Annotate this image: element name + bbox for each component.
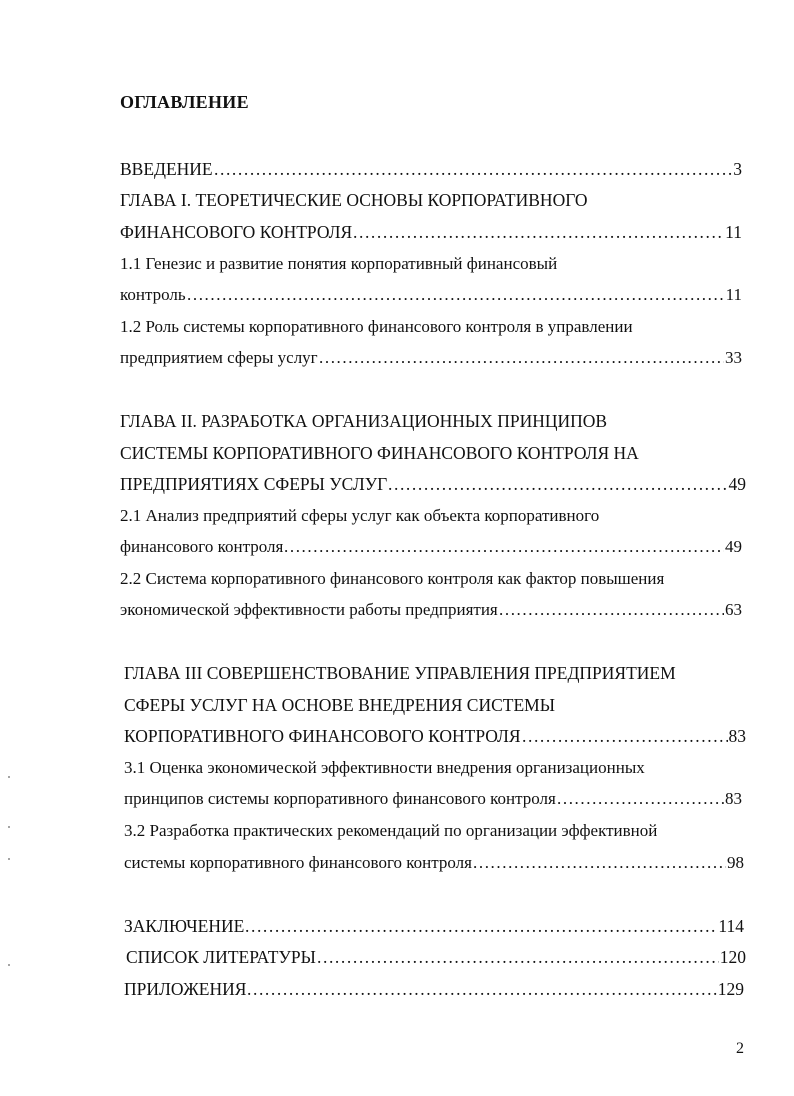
toc-conclusion: [0, 915, 794, 937]
toc-entry-text: финансового контроля: [120, 537, 284, 556]
scan-speck: [8, 826, 10, 828]
dot-leader: [557, 788, 724, 810]
toc-page-number: 129: [717, 979, 744, 999]
toc-entry-text: 1.2 Роль системы корпоративного финансового контроля в управлении: [120, 317, 633, 336]
toc-section-2-1: [0, 536, 794, 558]
page-number: 2: [736, 1040, 744, 1057]
toc-entry-text: ВВЕДЕНИЕ: [120, 159, 213, 179]
toc-references: [0, 946, 794, 968]
toc-entry-text: 2.1 Анализ предприятий сферы услуг как объекта корпоративного: [120, 506, 600, 525]
toc-entry-text: контроль: [120, 285, 186, 304]
dot-leader: [245, 915, 717, 937]
toc-page-number: 33: [725, 348, 742, 367]
toc-section-1-1: [0, 284, 794, 306]
toc-chapter-1: [0, 221, 794, 243]
toc-page-number: 11: [725, 222, 742, 242]
toc-entry-text: ЗАКЛЮЧЕНИЕ: [124, 916, 245, 936]
toc-page-number: 63: [725, 600, 742, 619]
toc-section-1-2: [0, 316, 794, 338]
toc-section-3-1: [0, 788, 794, 810]
toc-section-3-1: [0, 757, 794, 779]
toc-entry-text: СФЕРЫ УСЛУГ НА ОСНОВЕ ВНЕДРЕНИЯ СИСТЕМЫ: [124, 695, 555, 715]
page-title: ОГЛАВЛЕНИЕ: [120, 92, 249, 112]
toc-entry-text: 2.2 Система корпоративного финансового контроля как фактор повышения: [120, 569, 665, 588]
toc-page-number: 83: [728, 726, 746, 746]
toc-section-3-2: [0, 852, 794, 874]
toc-appendix: [0, 978, 794, 1000]
toc-chapter-3: [0, 662, 794, 684]
toc-intro: [0, 158, 794, 180]
toc-entry-text: КОРПОРАТИВНОГО ФИНАНСОВОГО КОНТРОЛЯ: [124, 726, 521, 746]
toc-entry-text: ПРИЛОЖЕНИЯ: [124, 979, 247, 999]
toc-page-number: 98: [727, 853, 744, 872]
toc-chapter-2: [0, 410, 794, 432]
toc-chapter-1: [0, 189, 794, 211]
toc-section-1-2: [0, 347, 794, 369]
toc-chapter-3: [0, 694, 794, 716]
toc-entry-text: ГЛАВА I. ТЕОРЕТИЧЕСКИЕ ОСНОВЫ КОРПОРАТИВНОГО: [120, 190, 588, 210]
toc-section-2-1: [0, 505, 794, 527]
toc-entry-text: СПИСОК ЛИТЕРАТУРЫ: [126, 947, 316, 967]
toc-page-number: 49: [728, 474, 746, 494]
toc-entry-text: ФИНАНСОВОГО КОНТРОЛЯ: [120, 222, 353, 242]
dot-leader: [353, 221, 724, 243]
toc-entry-text: экономической эффективности работы предприятия: [120, 600, 498, 619]
toc-entry-text: ПРЕДПРИЯТИЯХ СФЕРЫ УСЛУГ: [120, 474, 388, 494]
toc-section-3-2: [0, 820, 794, 842]
toc-chapter-2: [0, 442, 794, 464]
scan-speck: [8, 776, 10, 778]
dot-leader: [473, 852, 726, 874]
toc-entry-text: принципов системы корпоративного финансового контроля: [124, 789, 556, 808]
toc-section-1-1: [0, 253, 794, 275]
toc-page-number: 83: [725, 789, 742, 808]
dot-leader: [284, 536, 724, 558]
dot-leader: [499, 599, 724, 621]
dot-leader: [187, 284, 725, 306]
toc-page-number: 11: [725, 285, 742, 304]
toc-entry-text: СИСТЕМЫ КОРПОРАТИВНОГО ФИНАНСОВОГО КОНТРОЛЯ НА: [120, 443, 639, 463]
dot-leader: [214, 158, 732, 180]
toc-chapter-2: [0, 473, 794, 495]
toc-chapter-3: [0, 725, 794, 747]
scan-speck: [8, 964, 10, 966]
toc-entry-text: ГЛАВА II. РАЗРАБОТКА ОРГАНИЗАЦИОННЫХ ПРИНЦИПОВ: [120, 411, 608, 431]
toc-page-number: 49: [725, 537, 742, 556]
toc-section-2-2: [0, 568, 794, 590]
toc-entry-text: 3.2 Разработка практических рекомендаций по организации эффективной: [124, 821, 658, 840]
toc-section-2-2: [0, 599, 794, 621]
dot-leader: [319, 347, 724, 369]
toc-entry-text: 3.1 Оценка экономической эффективности внедрения организационных: [124, 758, 645, 777]
dot-leader: [317, 946, 719, 968]
dot-leader: [247, 978, 717, 1000]
scan-speck: [8, 858, 10, 860]
toc-page-number: 114: [718, 916, 744, 936]
toc-entry-text: системы корпоративного финансового контроля: [124, 853, 472, 872]
dot-leader: [388, 473, 728, 495]
dot-leader: [522, 725, 728, 747]
toc-entry-text: 1.1 Генезис и развитие понятия корпоративный финансовый: [120, 254, 558, 273]
toc-entry-text: предприятием сферы услуг: [120, 348, 318, 367]
toc-entry-text: ГЛАВА III СОВЕРШЕНСТВОВАНИЕ УПРАВЛЕНИЯ ПРЕДПРИЯТИЕМ: [124, 663, 676, 683]
toc-page-number: 120: [719, 947, 746, 967]
toc-page-number: 3: [733, 159, 742, 179]
